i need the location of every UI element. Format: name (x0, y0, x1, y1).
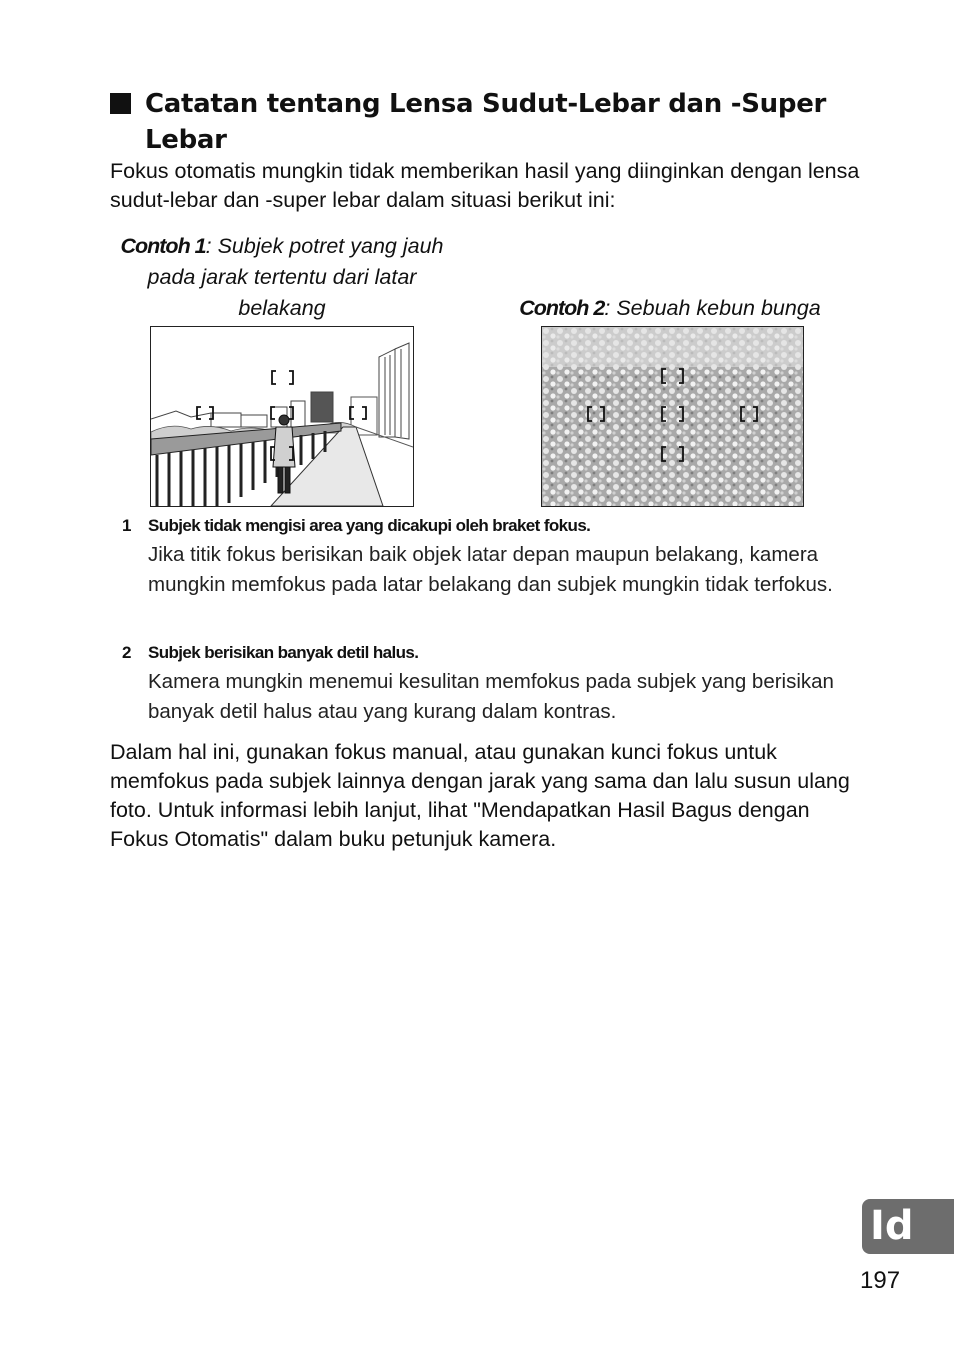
example-2-caption (505, 293, 835, 324)
list-item-title: Subjek berisikan banyak detil halus. (148, 643, 419, 662)
list-item (122, 512, 842, 599)
example-2-label: Contoh 2 (519, 296, 605, 320)
page-number: 197 (860, 1267, 901, 1294)
list-item-number: 2 (122, 643, 132, 662)
example-2-illustration (541, 326, 804, 507)
intro-paragraph: Fokus otomatis mungkin tidak memberikan hasil yang diinginkan dengan lensa sudut-lebar dan -super lebar dalam situasi berikut ini: (110, 159, 860, 212)
example-1-illustration (150, 326, 414, 507)
heading-text: Catatan tentang Lensa Sudut-Lebar dan -Super Lebar (145, 89, 827, 155)
heading-bullet-square (110, 93, 131, 114)
example-1-caption (112, 231, 452, 324)
example-2-text: : Sebuah kebun bunga (604, 296, 821, 320)
section-heading (110, 86, 870, 158)
list-item-body: Kamera mungkin menemui kesulitan memfokus pada subjek yang berisikan banyak detil halus atau yang kurang dalam kontras. (148, 670, 834, 723)
example-1-label: Contoh 1 (120, 234, 206, 258)
list-item-body: Jika titik fokus berisikan baik objek latar depan maupun belakang, kamera mungkin memfokus pada latar belakang dan subjek mungkin tidak terfokus. (148, 543, 833, 596)
example-1-text: : Subjek potret yang jauh pada jarak tertentu dari latar belakang (147, 234, 444, 320)
list-item (122, 639, 842, 726)
closing-paragraph: Dalam hal ini, gunakan fokus manual, atau gunakan kunci fokus untuk memfokus pada subjek lainnya dengan jarak yang sama dan lalu susun ulang foto. Untuk informasi lebih lanjut, lihat "Mendapatkan Hasil Bagus dengan Fokus Otomatis" dalam buku petunjuk kamera. (110, 740, 850, 851)
list-item-number: 1 (122, 516, 132, 535)
language-tab: Id (862, 1199, 954, 1254)
list-item-title: Subjek tidak mengisi area yang dicakupi oleh braket fokus. (148, 516, 591, 535)
